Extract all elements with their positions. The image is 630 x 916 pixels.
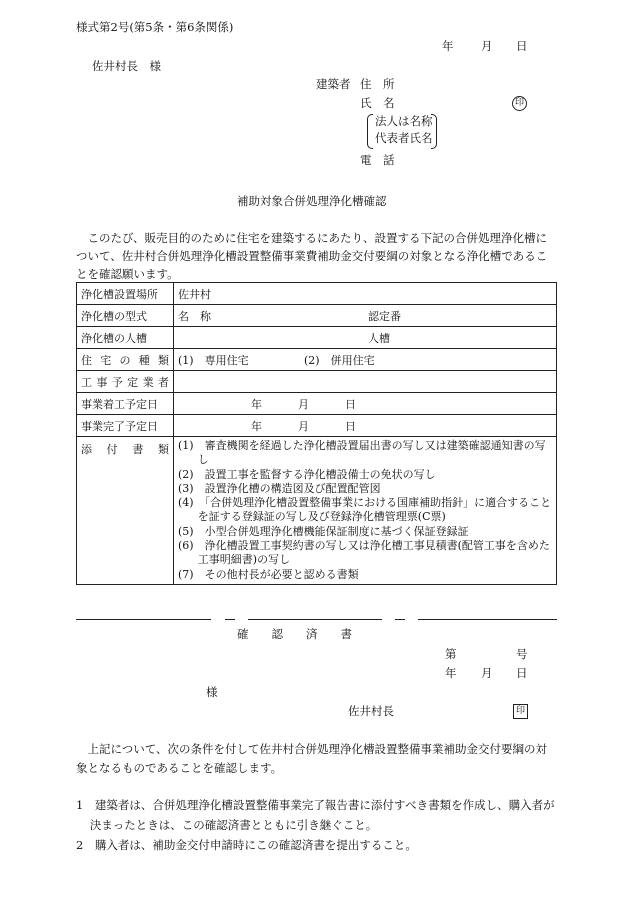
corp-bracket: [367, 114, 437, 149]
model-cert-label: 認定番: [368, 309, 401, 323]
page-title: 補助対象合併処理浄化槽確認: [237, 194, 387, 208]
confirm-body: 上記について、次の条件を付して佐井村合併処理浄化槽設置整備事業補助金交付要綱の対象となるものであることを確認します。: [76, 742, 548, 775]
confirm-sama: 様: [206, 685, 218, 699]
house-option-1: (1) 専用住宅: [178, 353, 249, 367]
list-item: (5) 小型合併処理浄化槽機能保証制度に基づく保証登録証: [178, 524, 469, 538]
table-row: [77, 305, 557, 327]
list-item: (3) 設置浄化槽の構造図及び配置配管図: [178, 481, 381, 495]
intro-paragraph: このたび、販売目的のために住宅を建築するにあたり、設置する下記の合併処理浄化槽について、佐井村合併処理浄化槽設置整備事業費補助金交付要綱の対象となる浄化槽であることを確認願います。: [76, 231, 548, 281]
list-item: 2 購入者は、補助金交付申請時にこの確認済書を提出すること。: [76, 838, 417, 852]
start-year: 年: [251, 397, 262, 411]
date-day: 日: [516, 39, 528, 53]
corp-line2: 代表者氏名: [375, 131, 433, 145]
model-label: 浄化槽の型式: [77, 305, 174, 327]
capacity-label: 浄化槽の人槽: [77, 327, 174, 349]
table-row: [77, 327, 557, 349]
contractor-value: [174, 371, 557, 393]
start-label: 事業着工予定日: [77, 393, 174, 415]
location-label: 浄化槽設置場所: [77, 283, 174, 305]
table-row: [77, 283, 557, 305]
start-day: 日: [345, 397, 356, 411]
cut-line: [225, 619, 235, 620]
confirm-number-prefix: 第: [445, 647, 457, 661]
end-label: 事業完了予定日: [77, 415, 174, 437]
model-name-label: 名 称: [178, 309, 211, 323]
list-item: (1) 審査機関を経過した浄化槽設置届出書の写し又は建築確認通知書の写し: [178, 439, 546, 467]
cut-line: [248, 619, 382, 620]
issuer-seal: 印: [513, 704, 528, 719]
addressee: 佐井村長 様: [92, 59, 161, 73]
confirm-date-month: 月: [481, 666, 493, 680]
septic-info-table: [76, 282, 557, 585]
table-row: [77, 437, 557, 585]
house-option-2: (2) 併用住宅: [304, 353, 375, 367]
end-day: 日: [345, 419, 356, 433]
contractor-label: 工 事 予 定 業 者: [81, 375, 169, 389]
applicant-seal: 印: [512, 96, 527, 111]
end-year: 年: [251, 419, 262, 433]
table-row: [77, 415, 557, 437]
cut-line: [418, 619, 557, 620]
capacity-unit: 人槽: [368, 331, 390, 345]
date-year: 年: [442, 39, 454, 53]
table-row: [77, 371, 557, 393]
confirm-issuer: 佐井村長: [348, 704, 394, 718]
applicant-label: 建築者: [316, 77, 351, 91]
phone-label: 電 話: [360, 153, 395, 167]
attachments-label: 添 付 書 類: [81, 443, 169, 456]
location-value: 佐井村: [174, 283, 557, 305]
list-item: (2) 設置工事を監督する浄化槽設備士の免状の写し: [178, 467, 436, 481]
confirm-date-year: 年: [445, 666, 457, 680]
date-month: 月: [481, 39, 493, 53]
attachments-list: [178, 437, 552, 584]
cut-line: [76, 619, 211, 620]
list-item: (7) その他村長が必要と認める書類: [178, 567, 359, 581]
conditions-list: [76, 795, 556, 855]
confirm-date-day: 日: [516, 666, 528, 680]
house-label: 住 宅 の 種 類: [81, 353, 169, 367]
corp-line1: 法人は名称: [375, 114, 433, 128]
table-row: [77, 393, 557, 415]
list-item: (6) 浄化槽設置工事契約書の写し又は浄化槽工事見積書(配管工事を含めた工事明細書)の写し: [178, 539, 550, 567]
table-row: [77, 349, 557, 371]
confirm-number-suffix: 号: [516, 647, 528, 661]
address-label: 住 所: [360, 77, 395, 91]
confirm-title: 確 認 済 書: [237, 627, 352, 641]
list-item: (4) 「合併処理浄化槽設置整備事業における国庫補助指針」に適合することを証する登録証の写し及び登録浄化槽管理票(C票): [178, 496, 552, 524]
name-label: 氏 名: [360, 96, 395, 110]
start-month: 月: [298, 397, 309, 411]
list-item: 1 建築者は、合併処理浄化槽設置整備事業完了報告書に添付すべき書類を作成し、購入者が決まったときは、この確認済書とともに引き継ぐこと。: [76, 798, 555, 832]
form-number: 様式第2号(第5条・第6条関係): [76, 20, 234, 34]
cut-line: [395, 619, 405, 620]
end-month: 月: [298, 419, 309, 433]
